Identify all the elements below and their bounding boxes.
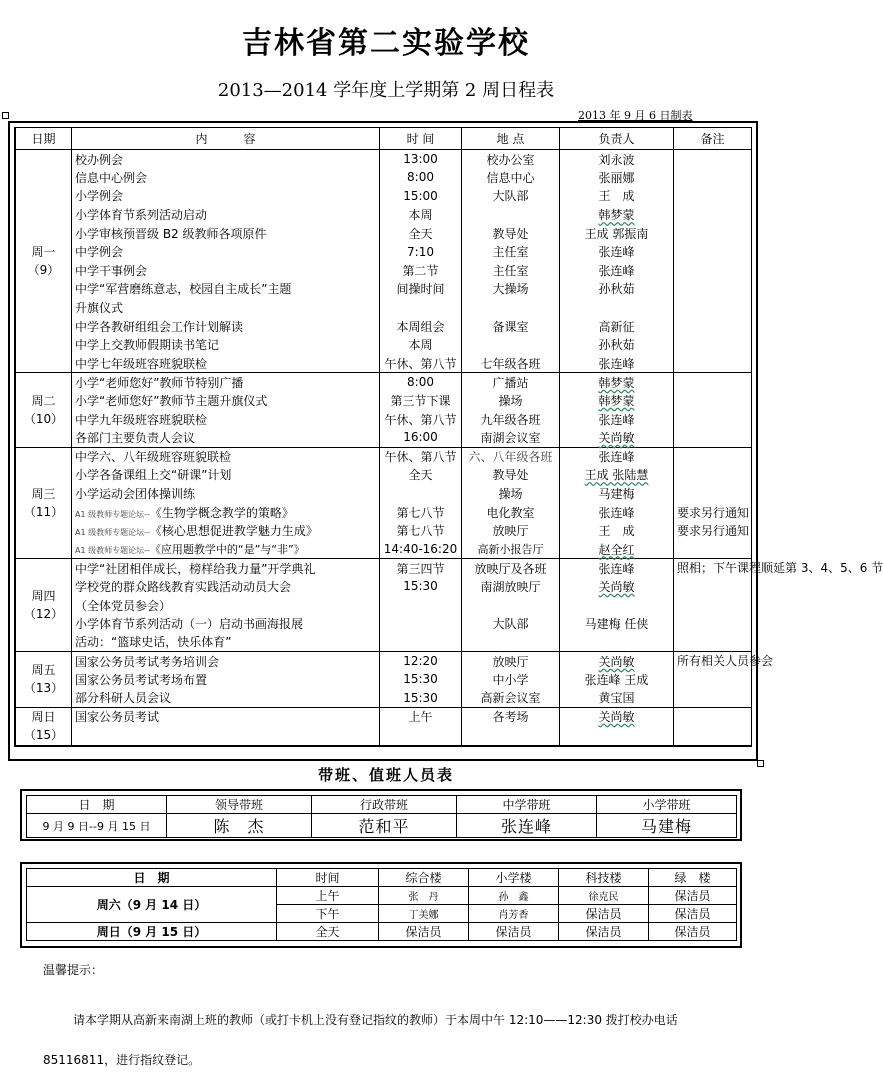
forum-title: 《生物学概念教学的策略》 bbox=[149, 505, 294, 520]
event-person: 高新征 bbox=[560, 317, 674, 336]
event-person: 韩梦蒙 bbox=[560, 391, 674, 410]
event-time: 全天 bbox=[380, 466, 462, 485]
day-cell-mon bbox=[16, 150, 72, 373]
forum-prefix: A1 级教师专题论坛-- bbox=[75, 528, 150, 538]
duty-admin: 范和平 bbox=[312, 814, 457, 838]
day-cell-sun bbox=[16, 707, 72, 745]
clean-header-building: 科技楼 bbox=[559, 869, 649, 887]
event-place: 大队部 bbox=[462, 187, 560, 206]
event-place: 九年级各班 bbox=[462, 410, 560, 429]
event-person: 王成 郭振南 bbox=[560, 224, 674, 243]
event-content: 中学干事例会 bbox=[72, 261, 380, 280]
day-label: 周一 bbox=[31, 245, 56, 260]
event-time: 第三四节 bbox=[380, 559, 462, 578]
tip-text: 请本学期从高新来南湖上班的教师（或打卡机上没有登记指纹的教师）于本周中午 12:10——12:30 拨打校办电话 85116811，进行指纹登记。 bbox=[43, 1013, 678, 1067]
event-time: 第七八节 bbox=[380, 503, 462, 522]
clean-staff: 徐克民 bbox=[559, 887, 649, 905]
event-person: 张连峰 bbox=[560, 242, 674, 261]
event-time: 第三节下课 bbox=[380, 391, 462, 410]
event-person: 黄宝国 bbox=[560, 689, 674, 708]
event-time: 午休、第八节 bbox=[380, 354, 462, 373]
event-place bbox=[462, 596, 560, 615]
event-person: 张连峰 bbox=[560, 503, 674, 522]
event-place: 电化教室 bbox=[462, 503, 560, 522]
event-person: 赵全红 bbox=[560, 540, 674, 559]
event-content: 学校党的群众路线教育实践活动动员大会 bbox=[72, 577, 380, 596]
schedule-table bbox=[15, 128, 883, 746]
duty-header-leader: 领导带班 bbox=[167, 796, 312, 814]
event-content: 国家公务员考试考务培训会 bbox=[72, 652, 380, 671]
clean-day: 周日（9 月 15 日） bbox=[27, 923, 277, 941]
table-anchor-handle[interactable] bbox=[2, 112, 9, 119]
clean-staff: 保洁员 bbox=[469, 923, 559, 941]
clean-staff: 保洁员 bbox=[379, 923, 469, 941]
event-content: 国家公务员考试 bbox=[72, 707, 380, 745]
schedule-subtitle: 2013—2014 学年度上学期第 2 周日程表 bbox=[217, 80, 555, 101]
day-date: （9） bbox=[27, 263, 60, 278]
event-place: 放映厅 bbox=[462, 521, 560, 540]
tip-label: 温馨提示： bbox=[43, 963, 104, 977]
event-content: 中学上交教师假期读书笔记 bbox=[72, 335, 380, 354]
event-place: 校办公室 bbox=[462, 150, 560, 169]
event-content: 信息中心例会 bbox=[72, 168, 380, 187]
event-place: 主任室 bbox=[462, 261, 560, 280]
event-time: 14:40-16:20 bbox=[380, 540, 462, 559]
event-time: 15:30 bbox=[380, 670, 462, 689]
cleaning-container bbox=[26, 868, 736, 941]
event-place bbox=[462, 633, 560, 652]
duty-header-admin: 行政带班 bbox=[312, 796, 457, 814]
event-content: 小学运动会团体操训练 bbox=[72, 484, 380, 503]
event-place: 主任室 bbox=[462, 242, 560, 261]
day-date: （13） bbox=[23, 681, 64, 696]
event-place: 放映厅 bbox=[462, 652, 560, 671]
event-person: 关尚敏 bbox=[560, 652, 674, 671]
event-content: 活动：“篮球史话，快乐体育” bbox=[72, 633, 380, 652]
event-place: 六、八年级各班 bbox=[462, 447, 560, 466]
forum-prefix: A1 级教师专题论坛-- bbox=[75, 509, 150, 519]
event-time: 8:00 bbox=[380, 168, 462, 187]
event-content: 小学体育节系列活动（一）启动书画海报展 bbox=[72, 614, 380, 633]
event-time: 第二节 bbox=[380, 261, 462, 280]
event-place bbox=[462, 335, 560, 354]
event-place: 大队部 bbox=[462, 614, 560, 633]
cleaning-table bbox=[26, 868, 737, 941]
event-time: 上午 bbox=[380, 707, 462, 745]
event-content: （全体党员参会） bbox=[72, 596, 380, 615]
day-date: （12） bbox=[23, 607, 64, 622]
event-person: 刘永波 bbox=[560, 150, 674, 169]
clean-header-building: 绿 楼 bbox=[649, 869, 737, 887]
event-time bbox=[380, 614, 462, 633]
event-person: 关尚敏 bbox=[560, 577, 674, 596]
clean-header-time: 时间 bbox=[277, 869, 379, 887]
event-content: 升旗仪式 bbox=[72, 298, 380, 317]
event-content: 中学“军营磨练意志，校园自主成长”主题 bbox=[72, 280, 380, 299]
event-person: 张连峰 bbox=[560, 559, 674, 578]
event-content: 中学“社团相伴成长，榜样给我力量”开学典礼 bbox=[72, 559, 380, 578]
day-cell-tue bbox=[16, 373, 72, 447]
header-place: 地 点 bbox=[462, 128, 560, 150]
event-note bbox=[674, 447, 752, 466]
day-note: 所有相关人员参会 bbox=[674, 652, 752, 708]
day-date: （15） bbox=[23, 728, 64, 743]
clean-header-building: 综合楼 bbox=[379, 869, 469, 887]
clean-staff: 丁美娜 bbox=[379, 905, 469, 923]
event-person: 韩梦蒙 bbox=[560, 373, 674, 392]
event-place: 七年级各班 bbox=[462, 354, 560, 373]
forum-prefix: A1 级教师专题论坛-- bbox=[75, 546, 150, 556]
event-time: 13:00 bbox=[380, 150, 462, 169]
event-place: 备课室 bbox=[462, 317, 560, 336]
event-person: 张连峰 bbox=[560, 354, 674, 373]
event-place bbox=[462, 298, 560, 317]
event-person: 马建梅 bbox=[560, 484, 674, 503]
event-content: 中学六、八年级班容班貌联检 bbox=[72, 447, 380, 466]
clean-staff: 保洁员 bbox=[649, 923, 737, 941]
event-place: 各考场 bbox=[462, 707, 560, 745]
event-place: 广播站 bbox=[462, 373, 560, 392]
event-person: 王 成 bbox=[560, 521, 674, 540]
duty-header-primary: 小学带班 bbox=[597, 796, 737, 814]
event-person: 韩梦蒙 bbox=[560, 205, 674, 224]
header-note: 备注 bbox=[674, 128, 752, 150]
clean-staff: 保洁员 bbox=[559, 905, 649, 923]
event-place: 教导处 bbox=[462, 224, 560, 243]
day-label: 周二 bbox=[31, 393, 56, 408]
event-place: 放映厅及各班 bbox=[462, 559, 560, 578]
day-note bbox=[674, 373, 752, 447]
day-note bbox=[674, 150, 752, 373]
clean-staff: 张 丹 bbox=[379, 887, 469, 905]
event-person bbox=[560, 298, 674, 317]
event-content: 中学各教研组组会工作计划解读 bbox=[72, 317, 380, 336]
event-person bbox=[560, 633, 674, 652]
event-note: 要求另行通知 bbox=[674, 521, 752, 540]
event-content: 校办例会 bbox=[72, 150, 380, 169]
event-person: 张连峰 bbox=[560, 410, 674, 429]
event-content: 小学例会 bbox=[72, 187, 380, 206]
event-time bbox=[380, 298, 462, 317]
day-label: 周四 bbox=[31, 589, 56, 604]
event-time bbox=[380, 596, 462, 615]
day-label: 周日 bbox=[31, 710, 56, 725]
event-time: 全天 bbox=[380, 224, 462, 243]
event-time: 8:00 bbox=[380, 373, 462, 392]
duty-date-range: 9 月 9 日--9 月 15 日 bbox=[27, 814, 167, 838]
event-time: 本周 bbox=[380, 335, 462, 354]
event-time: 15:30 bbox=[380, 689, 462, 708]
duty-table bbox=[26, 795, 737, 838]
duty-header-middle: 中学带班 bbox=[457, 796, 597, 814]
event-place: 南湖放映厅 bbox=[462, 577, 560, 596]
event-time: 午休、第八节 bbox=[380, 410, 462, 429]
event-person bbox=[560, 596, 674, 615]
day-label: 周五 bbox=[31, 663, 56, 678]
duty-primary: 马建梅 bbox=[597, 814, 737, 838]
event-time: 12:20 bbox=[380, 652, 462, 671]
event-person: 王 成 bbox=[560, 187, 674, 206]
duty-leader: 陈 杰 bbox=[167, 814, 312, 838]
event-person: 张连峰 王成 bbox=[560, 670, 674, 689]
clean-slot-time: 下午 bbox=[277, 905, 379, 923]
event-note bbox=[674, 484, 752, 503]
day-label: 周三 bbox=[31, 486, 56, 501]
event-person: 孙秋茹 bbox=[560, 335, 674, 354]
day-note bbox=[674, 707, 752, 745]
clean-slot-time: 全天 bbox=[277, 923, 379, 941]
event-time: 午休、第八节 bbox=[380, 447, 462, 466]
event-time: 本周组会 bbox=[380, 317, 462, 336]
event-content bbox=[72, 540, 380, 559]
event-content: 中学七年级班容班貌联检 bbox=[72, 354, 380, 373]
event-content: 小学各备课组上交“研课”计划 bbox=[72, 466, 380, 485]
event-place: 高新小报告厅 bbox=[462, 540, 560, 559]
event-person: 马建梅 任侠 bbox=[560, 614, 674, 633]
day-cell-thu bbox=[16, 559, 72, 652]
event-content: 各部门主要负责人会议 bbox=[72, 428, 380, 447]
event-content bbox=[72, 521, 380, 540]
event-content: 中学九年级班容班貌联检 bbox=[72, 410, 380, 429]
clean-staff: 保洁员 bbox=[649, 905, 737, 923]
event-content: 小学“老师您好”教师节特别广播 bbox=[72, 373, 380, 392]
event-time bbox=[380, 484, 462, 503]
clean-header-date: 日 期 bbox=[27, 869, 277, 887]
event-person: 关尚敏 bbox=[560, 428, 674, 447]
event-time: 7:10 bbox=[380, 242, 462, 261]
event-place: 教导处 bbox=[462, 466, 560, 485]
event-note bbox=[674, 540, 752, 559]
event-content: 中学例会 bbox=[72, 242, 380, 261]
clean-staff: 孙 鑫 bbox=[469, 887, 559, 905]
event-place: 高新会议室 bbox=[462, 689, 560, 708]
event-time: 间操时间 bbox=[380, 280, 462, 299]
schedule-container bbox=[14, 127, 883, 747]
made-date: 2013 年 9 月 6 日制表 bbox=[578, 109, 693, 122]
clean-staff: 肖芳香 bbox=[469, 905, 559, 923]
day-cell-wed bbox=[16, 447, 72, 559]
event-content: 小学审核预晋级 B2 级教师各项原件 bbox=[72, 224, 380, 243]
event-person: 张连峰 bbox=[560, 447, 674, 466]
header-person: 负责人 bbox=[560, 128, 674, 150]
event-time: 15:00 bbox=[380, 187, 462, 206]
duty-table-title: 带班、值班人员表 bbox=[317, 766, 454, 784]
event-place: 大操场 bbox=[462, 280, 560, 299]
event-content: 小学体育节系列活动启动 bbox=[72, 205, 380, 224]
event-time: 第七八节 bbox=[380, 521, 462, 540]
event-place: 中小学 bbox=[462, 670, 560, 689]
header-time: 时 间 bbox=[380, 128, 462, 150]
header-date: 日期 bbox=[16, 128, 72, 150]
clean-slot-time: 上午 bbox=[277, 887, 379, 905]
day-note: 照相；下午课程顺延第 3、4、5、6 节 bbox=[674, 559, 752, 652]
event-content bbox=[72, 503, 380, 522]
event-person: 张连峰 bbox=[560, 261, 674, 280]
duty-container bbox=[26, 795, 736, 838]
duty-header-date: 日 期 bbox=[27, 796, 167, 814]
event-time bbox=[380, 633, 462, 652]
clean-day: 周六（9 月 14 日） bbox=[27, 887, 277, 923]
day-date: （11） bbox=[23, 504, 64, 519]
event-place: 操场 bbox=[462, 391, 560, 410]
event-time: 本周 bbox=[380, 205, 462, 224]
day-cell-fri bbox=[16, 652, 72, 708]
event-note bbox=[674, 466, 752, 485]
duty-middle: 张连峰 bbox=[457, 814, 597, 838]
clean-staff: 保洁员 bbox=[559, 923, 649, 941]
event-place: 操场 bbox=[462, 484, 560, 503]
event-content: 国家公务员考试考场布置 bbox=[72, 670, 380, 689]
event-time: 15:30 bbox=[380, 577, 462, 596]
event-place: 南湖会议室 bbox=[462, 428, 560, 447]
event-person: 孙秋茹 bbox=[560, 280, 674, 299]
clean-header-building: 小学楼 bbox=[469, 869, 559, 887]
event-person: 关尚敏 bbox=[560, 707, 674, 745]
event-place bbox=[462, 205, 560, 224]
event-time: 16:00 bbox=[380, 428, 462, 447]
clean-staff: 保洁员 bbox=[649, 887, 737, 905]
event-note: 要求另行通知 bbox=[674, 503, 752, 522]
day-date: （10） bbox=[23, 411, 64, 426]
event-place: 信息中心 bbox=[462, 168, 560, 187]
event-content: 部分科研人员会议 bbox=[72, 689, 380, 708]
school-title: 吉林省第二实验学校 bbox=[242, 26, 530, 61]
forum-title: 《应用题教学中的“是”与“非”》 bbox=[149, 543, 305, 557]
event-person: 张丽娜 bbox=[560, 168, 674, 187]
event-content: 小学“老师您好”教师节主题升旗仪式 bbox=[72, 391, 380, 410]
event-person: 王成 张陆慧 bbox=[560, 466, 674, 485]
forum-title: 《核心思想促进教学魅力生成》 bbox=[149, 524, 318, 539]
header-content: 内 容 bbox=[72, 128, 380, 150]
